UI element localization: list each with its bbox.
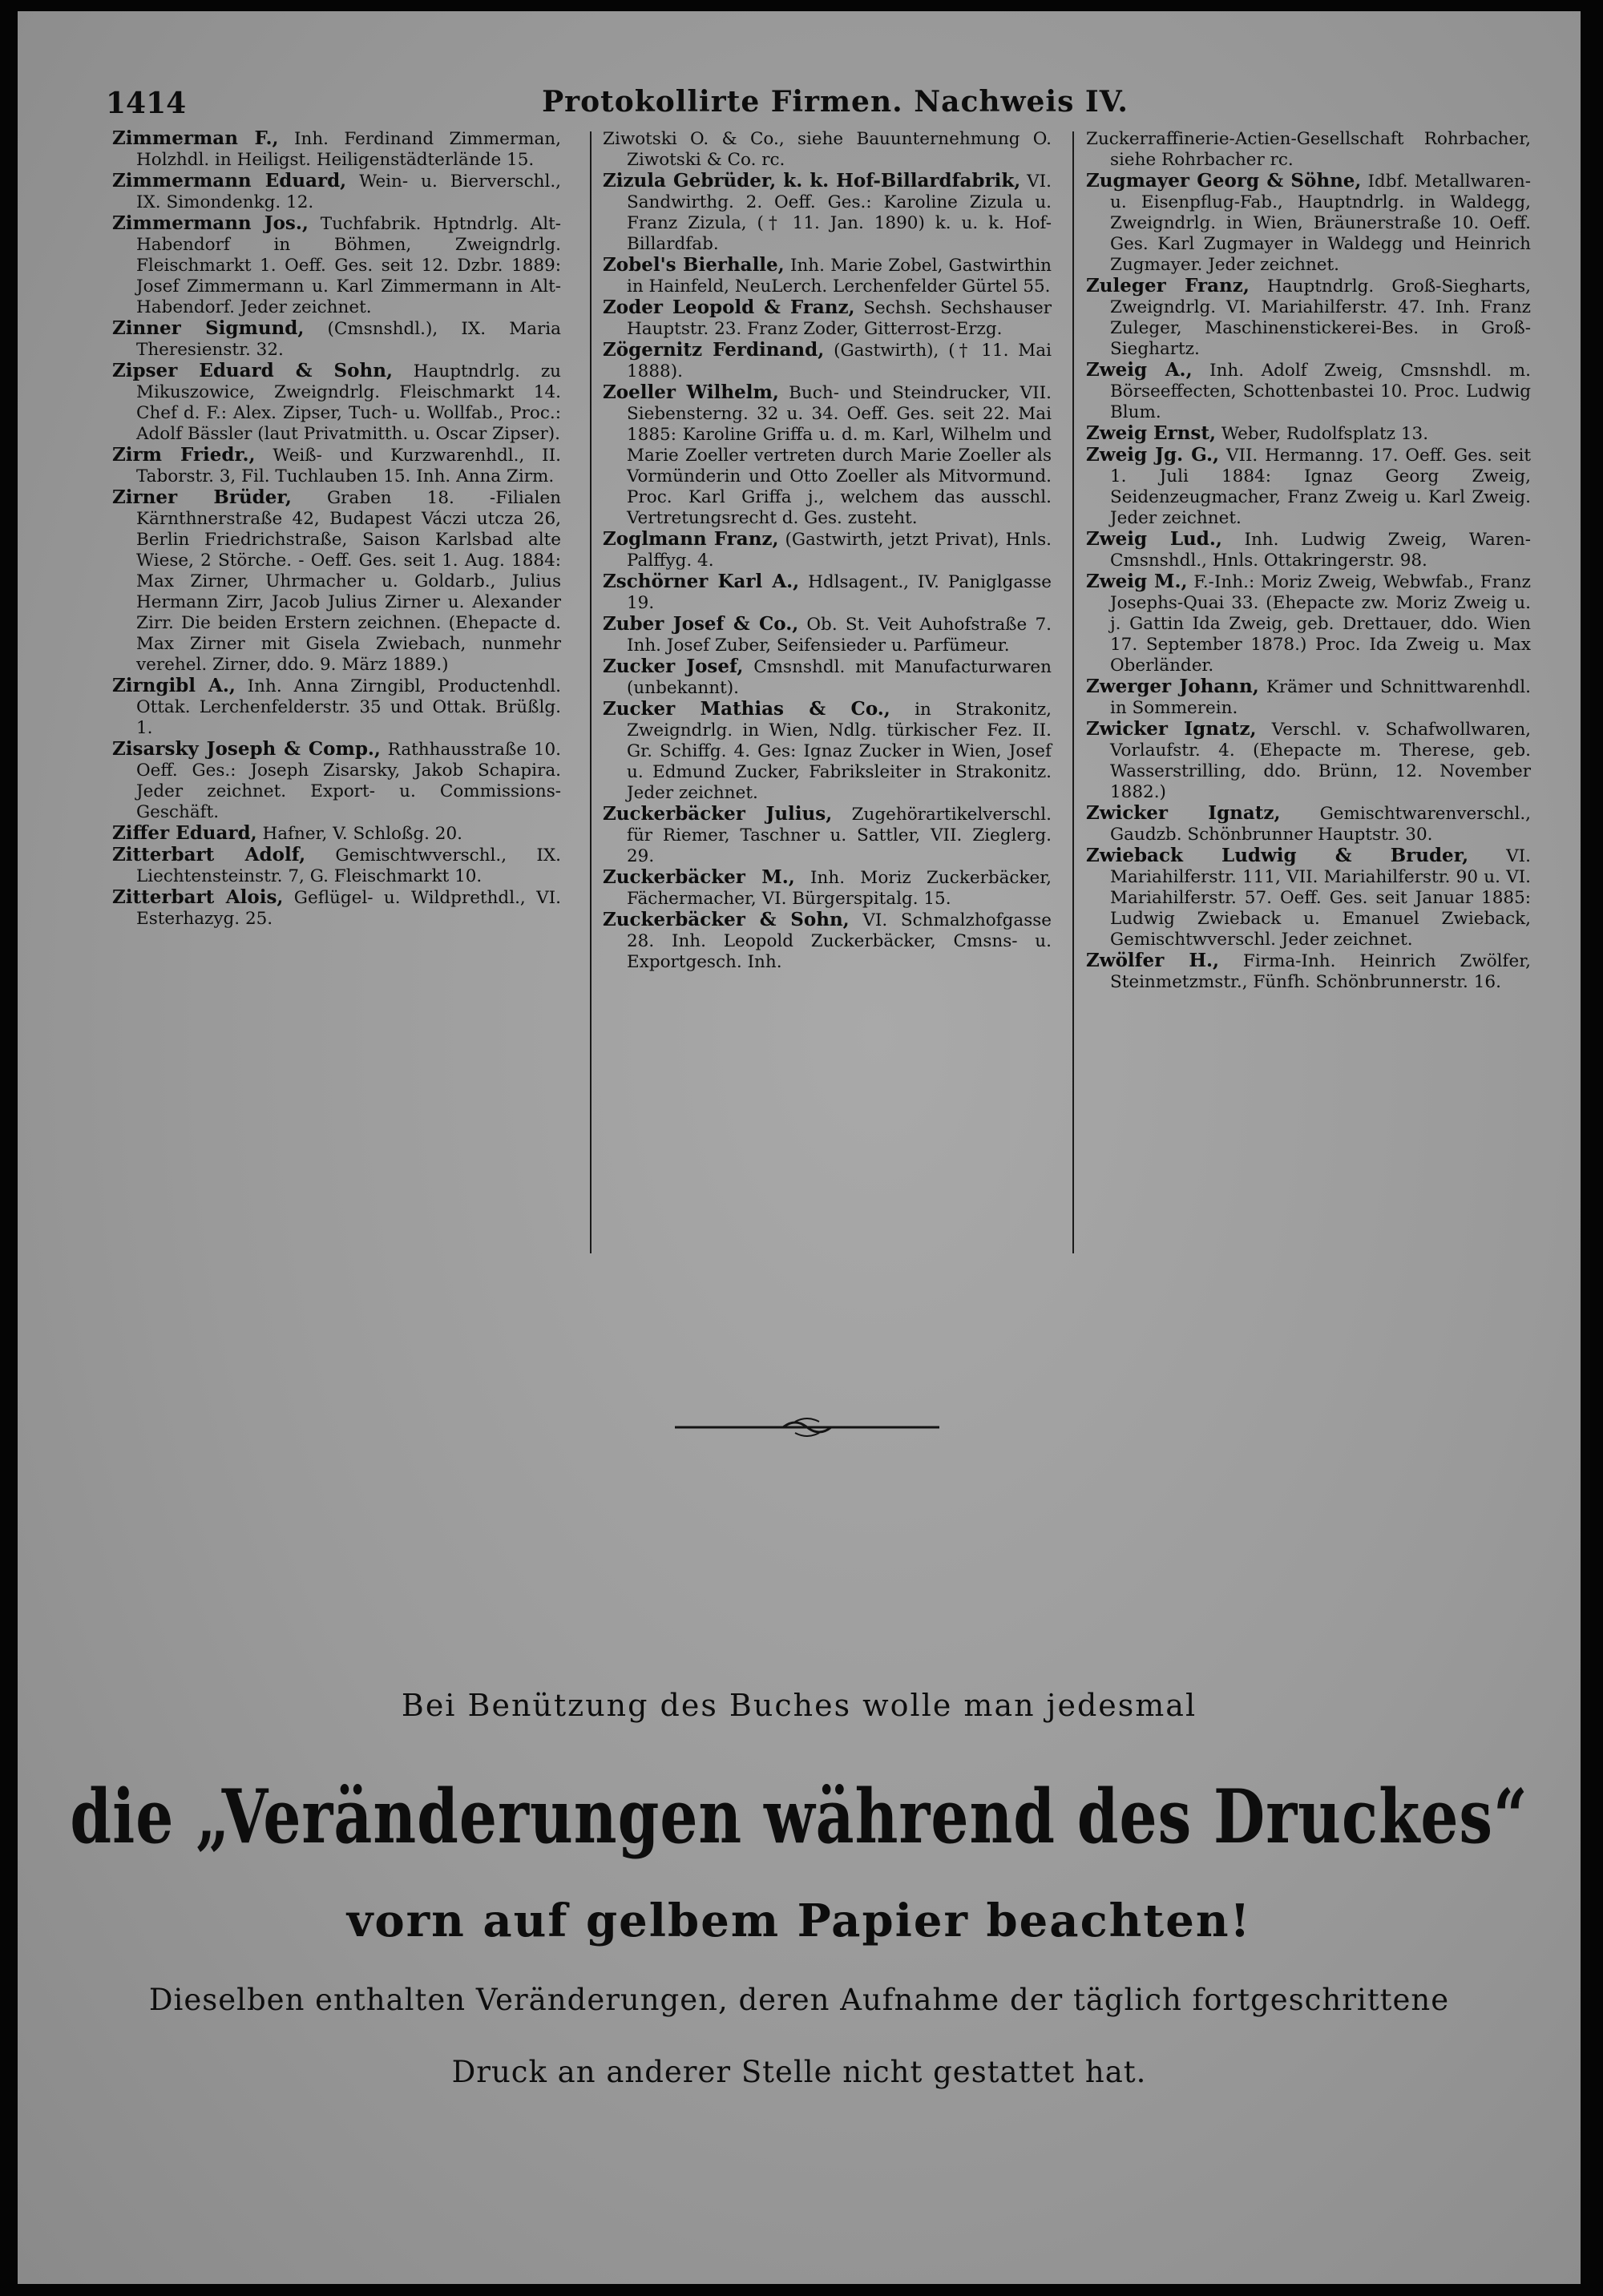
firm-details: (Gastwirth), († 11. Mai 1888). (627, 341, 1052, 381)
list-item (1086, 529, 1531, 571)
list-item (603, 340, 1052, 382)
firm-details: Hafner, V. Schloßg. 20. (256, 824, 462, 844)
firm-details: Geflügel- u. Wildprethdl., VI. Esterhazyg. 25. (136, 888, 561, 929)
scanned-page (18, 11, 1581, 2284)
list-item (603, 656, 1052, 699)
firm-details: Graben 18. -Filialen Kärnthnerstraße 42, Budapest Váczi utcza 26, Berlin Friedrichstraße, Saison Karlsbad alte Wiese, 2 Störche. - Oeff. Ges. seit 1. Aug. 1884: Max Zirner, Uhrmacher u. Goldarb., Julius Hermann Zirr, Jacob Julius Zirner u. Alexander Zirr. Die beiden Erstern zeichnen. (Ehepacte d. Max Zirner mit Gisela Zwiebach, nunmehr verehel. Zirner, ddo. 9. März 1889.) (136, 488, 562, 675)
column-divider (590, 131, 592, 1253)
firm-name: Zoglmann Franz, (603, 528, 779, 550)
firm-details: Hauptndrlg. zu Mikuszowice, Zweigndrlg. Fleischmarkt 14. Chef d. F.: Alex. Zipser, Tuch- u. Wollfab., Proc.: Adolf Bässler (laut Privatmitth. u. Oscar Zipser). (136, 361, 562, 444)
firm-name: Zoeller Wilhelm, (603, 381, 779, 403)
column-divider (1072, 131, 1074, 1253)
firm-details: Firma-Inh. Heinrich Zwölfer, Steinmetzmstr., Fünfh. Schönbrunnerstr. 16. (1110, 951, 1531, 992)
firm-name: Zitterbart Alois, (112, 886, 284, 908)
firm-details: Rathhausstraße 10. Oeff. Ges.: Joseph Zisarsky, Jakob Schapira. Jeder zeichnet. Export- u. Commissions-Geschäft. (136, 740, 561, 822)
column-3 (1086, 128, 1531, 1266)
list-item (603, 529, 1052, 571)
firm-name: Zimmermann Jos., (112, 212, 309, 234)
firm-details: Inh. Marie Zobel, Gastwirthin in Hainfeld, NeuLerch. Lerchenfelder Gürtel 55. (627, 256, 1052, 297)
list-item (112, 128, 561, 171)
firm-details: VII. Hermanng. 17. Oeff. Ges. seit 1. Juli 1884: Ignaz Georg Zweig, Seidenzeugmacher, Franz Zweig u. Karl Zweig. Jeder zeichnet. (1110, 446, 1531, 528)
list-item (1086, 571, 1531, 676)
firm-details: Verschl. v. Schafwollwaren, Vorlaufstr. 4. (Ehepacte m. Therese, geb. Wasserstrilling, ddo. Brünn, 12. November 1882.) (1110, 720, 1532, 802)
list-item (1086, 845, 1531, 950)
ornament-divider (675, 1415, 939, 1439)
list-item (1086, 719, 1531, 803)
firm-details: Zuckerraffinerie-Actien-Gesellschaft Rohrbacher, siehe Rohrbacher rc. (1086, 129, 1531, 170)
list-item (603, 910, 1052, 973)
firm-details: Hauptndrlg. Groß-Siegharts, Zweigndrlg. VI. Mariahilferstr. 47. Inh. Franz Zuleger, Maschinenstickerei-Bes. in Groß-Sieghartz. (1110, 276, 1531, 359)
list-item (112, 213, 561, 318)
firm-name: Zirner Brüder, (112, 486, 292, 508)
firm-name: Zirngibl A., (112, 675, 236, 696)
page-header (18, 85, 1581, 125)
notice-headline: die „Veränderungen während des Druckes“ (70, 1774, 1528, 1861)
firm-details: Weber, Rudolfsplatz 13. (1216, 424, 1429, 444)
directory-columns (112, 127, 1532, 1266)
list-item (603, 171, 1052, 255)
column-2 (603, 128, 1052, 1266)
notice-text: Druck an anderer Stelle nicht gestattet hat. (451, 2055, 1147, 2089)
list-item (603, 382, 1052, 529)
firm-name: Zweig Jg. G., (1086, 444, 1220, 466)
firm-details: Sechsh. Sechshauser Hauptstr. 23. Franz Zoder, Gitterrost-Erzg. (627, 298, 1052, 339)
list-item (112, 845, 561, 887)
firm-details: Wein- u. Bierverschl., IX. Simondenkg. 12. (136, 171, 561, 212)
firm-name: Zobel's Bierhalle, (603, 254, 785, 276)
list-item (603, 614, 1052, 656)
list-item (1086, 950, 1531, 993)
firm-name: Zitterbart Adolf, (112, 844, 306, 866)
notice-text: Dieselben enthalten Veränderungen, deren Aufnahme der täglich fortgeschrittene (148, 1983, 1450, 2017)
firm-details: Inh. Ferdinand Zimmerman, Holzhdl. in Heiligst. Heiligenstädterlände 15. (136, 129, 561, 170)
firm-details: Gemischtwverschl., IX. Liechtensteinstr. 7, G. Fleischmarkt 10. (136, 845, 561, 886)
firm-details: Idbf. Metallwaren- u. Eisenpflug-Fab., Hauptndrlg. in Waldegg, Zweigndrlg. in Wien, Bräunerstraße 10. Oeff. Ges. Karl Zugmayer in Waldegg und Heinrich Zugmayer. Jeder zeichnet. (1110, 171, 1531, 275)
firm-details: Inh. Adolf Zweig, Cmsnshdl. m. Börseeffecten, Schottenbastei 10. Proc. Ludwig Blum. (1110, 361, 1531, 422)
list-item (1086, 423, 1531, 445)
firm-details: Inh. Ludwig Zweig, Waren-Cmsnshdl., Hnls. Ottakringerstr. 98. (1110, 530, 1531, 571)
firm-details: Buch- und Steindrucker, VII. Siebensterng. 32 u. 34. Oeff. Ges. seit 22. Mai 1885: Karoline Griffa u. d. m. Karl, Wilhelm und Marie Zoeller vertreten durch Marie Zoeller als Vormünderin und Otto Zoeller als Mitvormund. Proc. Karl Griffa j., welchem das ausschl. Vertretungsrecht d. Ges. zusteht. (627, 383, 1052, 528)
firm-name: Zuckerbäcker Julius, (603, 803, 833, 825)
firm-name: Zinner Sigmund, (112, 317, 305, 339)
firm-name: Zirm Friedr., (112, 444, 256, 466)
firm-details: Ziwotski O. & Co., siehe Bauunternehmung O. Ziwotski & Co. rc. (603, 129, 1052, 170)
list-item (603, 297, 1052, 340)
list-item (603, 255, 1052, 297)
firm-name: Zuleger Franz, (1086, 275, 1250, 297)
firm-details: VI. Mariahilferstr. 111, VII. Mariahilferstr. 90 u. VI. Mariahilferstr. 57. Oeff. Ges. seit Januar 1885: Ludwig Zwieback u. Emanuel Zwieback, Gemischtwverschl. Jeder zeichnet. (1110, 846, 1531, 950)
firm-details: Hdlsagent., IV. Paniglgasse 19. (627, 572, 1052, 613)
firm-name: Zweig Ernst, (1086, 422, 1216, 444)
list-item (1086, 445, 1531, 529)
firm-name: Zimmerman F., (112, 127, 279, 149)
firm-details: Inh. Moriz Zuckerbäcker, Fächermacher, VI. Bürgerspitalg. 15. (627, 868, 1052, 909)
list-item (603, 128, 1052, 171)
firm-details: Tuchfabrik. Hptndrlg. Alt-Habendorf in Böhmen, Zweigndrlg. Fleischmarkt 1. Oeff. Ges. seit 12. Dzbr. 1889: Josef Zimmermann u. Karl Zimmermann in Alt-Habendorf. Jeder zeichnet. (136, 214, 561, 317)
list-item (1086, 360, 1531, 423)
firm-name: Zwicker Ignatz, (1086, 802, 1281, 824)
firm-details: Weiß- und Kurzwarenhdl., II. Taborstr. 3, Fil. Tuchlauben 15. Inh. Anna Zirm. (136, 446, 561, 486)
firm-name: Zuckerbäcker M., (603, 866, 795, 888)
firm-name: Zizula Gebrüder, k. k. Hof-Billardfabrik, (603, 170, 1021, 192)
firm-name: Zisarsky Joseph & Comp., (112, 738, 381, 760)
column-1 (112, 128, 561, 1266)
list-item (112, 739, 561, 823)
firm-name: Zugmayer Georg & Söhne, (1086, 170, 1362, 192)
firm-details: Inh. Anna Zirngibl, Productenhdl. Ottak. Lerchenfelderstr. 35 und Ottak. Brüßlg. 1. (136, 676, 561, 738)
list-item (112, 487, 561, 676)
list-item (1086, 171, 1531, 276)
list-item (603, 571, 1052, 614)
firm-details: (Gastwirth, jetzt Privat), Hnls. Palffyg. 4. (627, 530, 1052, 571)
firm-name: Zweig M., (1086, 571, 1188, 592)
notice-subheadline: vorn auf gelbem Papier beachten! (346, 1895, 1252, 1947)
list-item (603, 804, 1052, 867)
list-item (112, 171, 561, 213)
firm-name: Zweig A., (1086, 359, 1193, 381)
page-number: 1414 (106, 87, 187, 120)
firm-details: Ob. St. Veit Auhofstraße 7. Inh. Josef Zuber, Seifensieder u. Parfümeur. (627, 615, 1052, 656)
firm-name: Zwölfer H., (1086, 950, 1220, 971)
firm-name: Ziffer Eduard, (112, 822, 257, 844)
list-item (603, 699, 1052, 804)
firm-name: Zoder Leopold & Franz, (603, 297, 855, 318)
firm-name: Zipser Eduard & Sohn, (112, 360, 393, 381)
firm-details: Gemischtwarenverschl., Gaudzb. Schönbrunner Hauptstr. 30. (1110, 804, 1531, 845)
firm-name: Zwicker Ignatz, (1086, 718, 1257, 740)
list-item (603, 867, 1052, 910)
firm-name: Zimmermann Eduard, (112, 170, 347, 192)
list-item (112, 445, 561, 487)
firm-details: Krämer und Schnittwarenhdl. in Sommerein. (1110, 677, 1531, 718)
firm-name: Zuckerbäcker & Sohn, (603, 909, 850, 930)
list-item (1086, 803, 1531, 845)
firm-name: Zweig Lud., (1086, 528, 1222, 550)
firm-details: F.-Inh.: Moriz Zweig, Webwfab., Franz Josephs-Quai 33. (Ehepacte zw. Moriz Zweig u. j. Gattin Ida Zweig, geb. Drettauer, ddo. Wien 17. September 1878.) Proc. Ida Zweig u. Max Oberländer. (1110, 572, 1531, 676)
firm-name: Zucker Mathias & Co., (603, 698, 890, 720)
firm-details: (Cmsnshdl.), IX. Maria Theresienstr. 32. (136, 319, 562, 360)
list-item (1086, 276, 1531, 360)
firm-name: Zuber Josef & Co., (603, 613, 799, 635)
firm-name: Zwerger Johann, (1086, 676, 1259, 697)
notice-intro: Bei Benützung des Buches wolle man jedesmal (401, 1688, 1197, 1723)
list-item (112, 887, 561, 930)
firm-details: Cmsnshdl. mit Manufacturwaren (unbekannt). (627, 657, 1052, 698)
firm-details: VI. Schmalzhofgasse 28. Inh. Leopold Zuckerbäcker, Cmsns- u. Exportgesch. Inh. (627, 910, 1052, 972)
firm-name: Zögernitz Ferdinand, (603, 339, 825, 361)
firm-details: in Strakonitz, Zweigndrlg. in Wien, Ndlg. türkischer Fez. II. Gr. Schiffg. 4. Ges: Ignaz Zucker in Wien, Josef u. Edmund Zucker, Fabriksleiter in Strakonitz. Jeder zeichnet. (627, 700, 1052, 803)
firm-name: Zucker Josef, (603, 656, 744, 677)
list-item (112, 676, 561, 739)
list-item (1086, 128, 1531, 171)
running-title: Protokollirte Firmen. Nachweis IV. (542, 85, 1129, 119)
list-item (112, 361, 561, 445)
firm-name: Zschörner Karl A., (603, 571, 800, 592)
list-item (112, 318, 561, 361)
firm-details: Zugehörartikelverschl. für Riemer, Taschner u. Sattler, VII. Zieglerg. 29. (627, 805, 1052, 866)
list-item (1086, 676, 1531, 719)
firm-name: Zwieback Ludwig & Bruder, (1086, 845, 1469, 866)
list-item (112, 823, 561, 845)
firm-details: VI. Sandwirthg. 2. Oeff. Ges.: Karoline Zizula u. Franz Zizula, († 11. Jan. 1890) k. u. k. Hof-Billardfab. (627, 171, 1052, 254)
